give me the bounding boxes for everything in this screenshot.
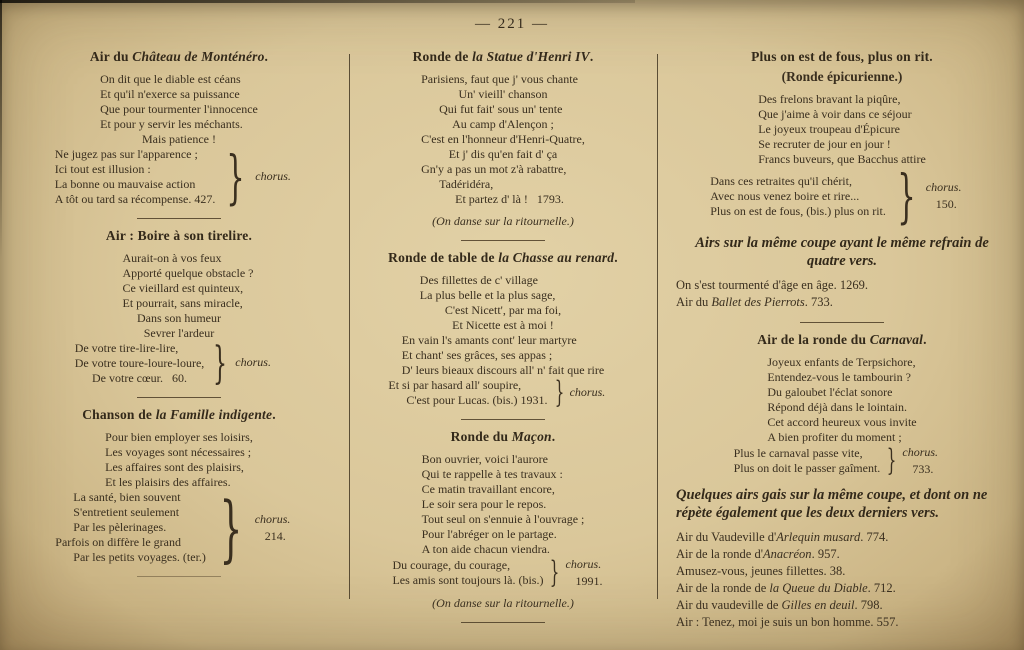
stanza-line: Et Nicette est à moi ! — [452, 318, 554, 332]
chorus-group — [362, 557, 644, 589]
stanza-line: C'est pour Lucas. (bis.) 1931. — [406, 393, 548, 407]
chorus-group — [34, 485, 324, 570]
scan-edge-left — [0, 0, 2, 260]
stanza-line: Cet accord heureux vous invite — [767, 415, 917, 429]
stanza-line: Francs buveurs, que Bacchus attire — [758, 152, 926, 166]
stanza-line: Ce matin travaillant encore, — [421, 482, 555, 496]
song-subtitle: (Ronde épicurienne.) — [781, 69, 903, 84]
chorus-group — [34, 337, 324, 389]
stanza-line: Du galoubet l'éclat sonore — [767, 385, 893, 399]
stanza — [105, 251, 254, 341]
stanza-line: Des frelons bravant la piqûre, — [758, 92, 901, 106]
section-divider — [137, 218, 221, 219]
stanza-line: A bien profiter du moment ; — [767, 430, 902, 444]
stanza-line: Plus on doit le passer gaîment. — [733, 461, 881, 475]
page-number: — 221 — — [475, 16, 549, 32]
scan-edge-top — [0, 0, 635, 3]
stanza-line: La plus belle et la plus sage, — [419, 288, 556, 302]
air-reference-list — [676, 277, 1008, 311]
song-chateau-de-montenero — [34, 49, 324, 211]
song-title: Air de la ronde du Carnaval. — [757, 332, 927, 347]
stanza-line: Se recruter de jour en jour ! — [758, 137, 891, 151]
section-divider — [461, 419, 545, 420]
stanza-line: Apporté quelque obstacle ? — [122, 266, 254, 280]
stanza-line: Et j' dis qu'en fait d' ça — [448, 147, 558, 161]
stanza — [758, 92, 926, 167]
stanza — [421, 72, 585, 207]
chorus-brace: } — [213, 337, 228, 389]
stanza-line: Et partez d' là ! 1793. — [455, 192, 564, 206]
stanza-line: Que pour tourmenter l'innocence — [100, 102, 258, 116]
chorus-label: chorus. — [902, 445, 939, 459]
song-boire-a-son-tirelire — [34, 228, 324, 389]
air-reference: Air du Vaudeville d'Arlequin musard. 774. — [676, 530, 889, 544]
stanza-line: Plus on est de fous, (bis.) plus on rit. — [710, 203, 886, 218]
stanza-line: Sevrer l'ardeur — [143, 326, 215, 340]
stanza-line: C'est en l'honneur d'Henri-Quatre, — [421, 132, 585, 146]
stanza-line: Gn'y a pas un mot z'à rabattre, — [421, 162, 567, 176]
stanza-line: Parisiens, faut que j' vous chante — [421, 72, 578, 86]
stanza-line: Plus le carnaval passe vite, — [733, 446, 863, 460]
stanza — [402, 273, 604, 378]
chorus-label: chorus. — [565, 557, 602, 571]
stanza-line: Bon ouvrier, voici l'aurore — [421, 452, 548, 466]
song-ronde-du-macon — [362, 429, 644, 611]
song-ronde-du-carnaval — [676, 332, 1008, 477]
stanza-line: De votre cœur. 60. — [92, 371, 187, 385]
section-divider — [461, 622, 545, 623]
stanza — [767, 355, 916, 445]
chorus-brace: } — [897, 162, 916, 230]
air-reference: Air du vaudeville de Gilles en deuil. 798. — [676, 598, 883, 612]
stanza-line: Ne jugez pas sur l'apparence ; — [54, 147, 198, 161]
stanza-line: Et les plaisirs des affaires. — [105, 475, 231, 489]
stanza-line: Entendez-vous le tambourin ? — [767, 370, 911, 384]
stanza-line: En vain l's amants cont' leur martyre — [401, 333, 577, 347]
chorus-group — [362, 375, 644, 410]
song-title: Chanson de la Famille indigente. — [82, 407, 276, 422]
stanza-line: Mais patience ! — [142, 132, 216, 146]
stanza-line: La santé, bien souvent — [73, 490, 181, 504]
stanza-line: D' leurs bieaux discours all' n' fait que rire — [401, 363, 605, 377]
italic-note: Quelques airs gais sur la même coupe, et dont on ne répète également que les deux derniers vers. — [676, 487, 988, 521]
stanza-line: Pour l'abréger on le partage. — [421, 527, 557, 541]
stanza-line: Du courage, du courage, — [392, 558, 511, 572]
stanza-line: Le soir sera pour le repos. — [421, 497, 547, 511]
stanza-line: De votre tire-lire-lire, — [74, 341, 179, 355]
stanza — [422, 452, 585, 557]
stanza-line: Qui fut fait' sous un' tente — [439, 102, 563, 116]
stanza-line: A tôt ou tard sa récompense. 427. — [54, 192, 216, 206]
chorus-label: chorus. — [925, 180, 962, 194]
column-divider — [349, 54, 350, 599]
chorus-brace: } — [226, 143, 246, 211]
song-title: Ronde de table de la Chasse au renard. — [388, 250, 618, 265]
song-footer: (On danse sur la ritournelle.) — [432, 596, 574, 610]
stanza-line: Les amis sont toujours là. (bis.) — [392, 573, 544, 587]
stanza-line: Ici tout est illusion : — [54, 162, 151, 176]
section-divider — [461, 240, 545, 241]
stanza-line: Ce vieillard est quinteux, — [122, 281, 244, 295]
stanza-line: Et pour y servir les méchants. — [100, 117, 243, 131]
stanza-line: A ton aide chacun viendra. — [421, 542, 550, 556]
air-reference: Air du Ballet des Pierrots. 733. — [676, 295, 833, 309]
chorus-brace: } — [550, 555, 560, 590]
stanza-line: Un' vieill' chanson — [458, 87, 548, 101]
stanza-line: On dit que le diable est céans — [100, 72, 241, 86]
air-reference: On s'est tourmenté d'âge en âge. 1269. — [676, 278, 868, 292]
chorus-brace: } — [554, 375, 564, 410]
column-1 — [0, 37, 346, 586]
song-ronde-epicurienne — [676, 49, 1008, 230]
chorus-group — [34, 143, 324, 211]
chorus-label: chorus. — [254, 511, 291, 526]
stanza-line: Aurait-on à vos feux — [122, 251, 222, 265]
stanza — [100, 72, 258, 147]
italic-note: Airs sur la même coupe ayant le même refrain de quatre vers. — [695, 235, 989, 269]
stanza-line: Et pourrait, sans miracle, — [122, 296, 243, 310]
column-2 — [346, 37, 656, 632]
air-reference: Air : Tenez, moi je suis un bon homme. 557. — [676, 615, 899, 629]
stanza-line: Avec nous venez boire et rire... — [710, 188, 860, 203]
stanza-line: Que j'aime à voir dans ce séjour — [758, 107, 912, 121]
song-statue-henri-iv — [362, 49, 644, 229]
stanza-line: La bonne ou mauvaise action — [54, 177, 196, 191]
chorus-number: 1991. — [575, 574, 603, 588]
chorus-number: 733. — [912, 462, 934, 476]
stanza-line: Dans son humeur — [136, 311, 221, 325]
stanza-line: Qui te rappelle à tes travaux : — [421, 467, 563, 481]
chorus-label: chorus. — [235, 355, 271, 369]
stanza-line: Au camp d'Alençon ; — [452, 117, 554, 131]
song-famille-indigente — [34, 407, 324, 570]
stanza-line: De votre toure-loure-loure, — [74, 356, 205, 370]
air-reference: Air de la ronde d'Anacréon. 957. — [676, 547, 840, 561]
air-reference: Amusez-vous, jeunes fillettes. 38. — [676, 564, 846, 578]
stanza-line: Le joyeux troupeau d'Épicure — [758, 122, 900, 136]
stanza-line: Dans ces retraites qu'il chérit, — [710, 173, 852, 188]
stanza-line: Joyeux enfants de Terpsichore, — [767, 355, 916, 369]
section-divider — [137, 397, 221, 398]
chorus-group — [676, 445, 1008, 477]
stanza-line: Tadéridéra, — [439, 177, 494, 191]
stanza-line: Et si par hasard all' soupire, — [388, 378, 522, 392]
stanza-line: Et chant' ses grâces, ses appas ; — [401, 348, 553, 362]
song-footer: (On danse sur la ritournelle.) — [432, 214, 574, 228]
column-divider — [657, 54, 658, 599]
column-3 — [656, 37, 1024, 631]
air-reference-list — [676, 529, 1008, 631]
stanza-line: Des fillettes de c' village — [419, 273, 538, 287]
section-divider — [800, 322, 884, 323]
columns — [0, 37, 1024, 632]
stanza-line: Et qu'il n'exerce sa puissance — [100, 87, 240, 101]
chorus-brace: } — [887, 443, 897, 478]
section-divider — [137, 576, 221, 577]
stanza-line: Parfois on diffère le grand — [55, 535, 182, 549]
stanza-line: Pour bien employer ses loisirs, — [105, 430, 253, 444]
chorus-label: chorus. — [255, 168, 291, 183]
stanza-line: Répond déjà dans le lointain. — [767, 400, 907, 414]
song-title: Air du Château de Monténéro. — [89, 49, 269, 64]
stanza — [105, 430, 253, 490]
stanza-line: Par les pèlerinages. — [73, 520, 167, 534]
chorus-number: 150. — [935, 197, 957, 211]
song-title: Air : Boire à son tirelire. — [105, 228, 253, 243]
stanza-line: Par les petits voyages. (ter.) — [73, 550, 206, 564]
chorus-label: chorus. — [569, 384, 606, 399]
song-title: Ronde du Maçon. — [450, 429, 556, 444]
stanza-line: Tout seul on s'ennuie à l'ouvrage ; — [421, 512, 585, 526]
stanza-line: C'est Nicett', par ma foi, — [444, 303, 562, 317]
air-reference: Air de la ronde de la Queue du Diable. 712. — [676, 581, 896, 595]
song-title: Plus on est de fous, plus on rit. — [751, 49, 933, 64]
chorus-group — [676, 162, 1008, 230]
song-title: Ronde de la Statue d'Henri IV. — [412, 49, 594, 64]
stanza-line: Les voyages sont nécessaires ; — [105, 445, 252, 459]
stanza-line: S'entretient seulement — [73, 505, 180, 519]
chorus-number: 214. — [264, 528, 286, 543]
song-chasse-au-renard — [362, 250, 644, 408]
stanza-line: Les affaires sont des plaisirs, — [105, 460, 244, 474]
chorus-brace: } — [219, 485, 243, 570]
